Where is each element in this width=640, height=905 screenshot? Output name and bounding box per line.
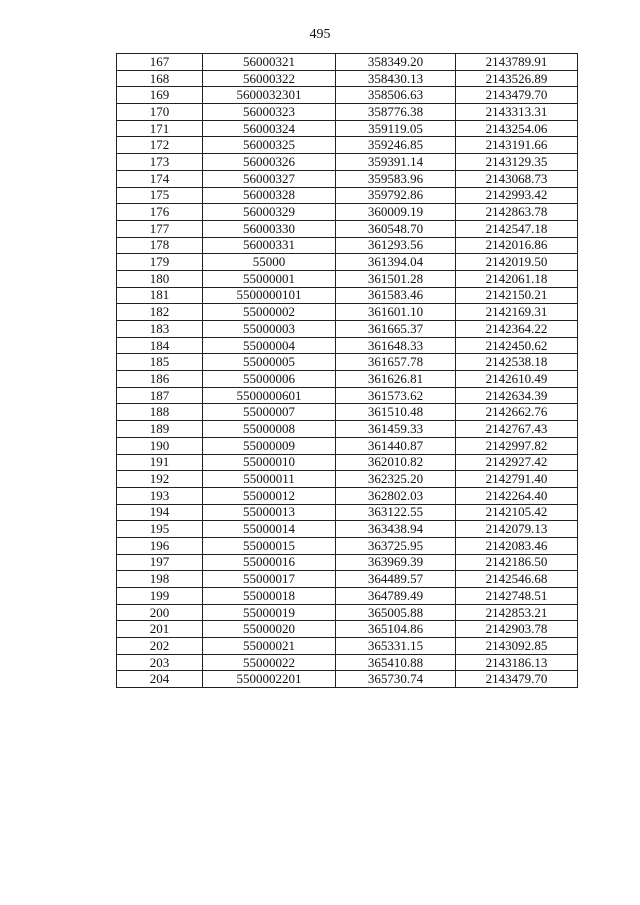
point-id-cell: 56000326 xyxy=(203,154,336,171)
x-coordinate-cell: 362010.82 xyxy=(336,454,456,471)
x-coordinate-cell: 358776.38 xyxy=(336,104,456,121)
point-id-cell: 55000016 xyxy=(203,554,336,571)
y-coordinate-cell: 2143789.91 xyxy=(456,54,578,71)
row-index-cell: 182 xyxy=(117,304,203,321)
coordinates-table-body xyxy=(117,54,578,688)
point-id-cell: 55000001 xyxy=(203,270,336,287)
y-coordinate-cell: 2142863.78 xyxy=(456,204,578,221)
point-id-cell: 55000011 xyxy=(203,471,336,488)
x-coordinate-cell: 363122.55 xyxy=(336,504,456,521)
table-row xyxy=(117,354,578,371)
point-id-cell: 56000323 xyxy=(203,104,336,121)
y-coordinate-cell: 2142079.13 xyxy=(456,521,578,538)
y-coordinate-cell: 2142061.18 xyxy=(456,270,578,287)
row-index-cell: 197 xyxy=(117,554,203,571)
y-coordinate-cell: 2142105.42 xyxy=(456,504,578,521)
point-id-cell: 55000015 xyxy=(203,537,336,554)
y-coordinate-cell: 2143068.73 xyxy=(456,170,578,187)
x-coordinate-cell: 365005.88 xyxy=(336,604,456,621)
row-index-cell: 170 xyxy=(117,104,203,121)
x-coordinate-cell: 364789.49 xyxy=(336,588,456,605)
table-row xyxy=(117,387,578,404)
y-coordinate-cell: 2143313.31 xyxy=(456,104,578,121)
y-coordinate-cell: 2142186.50 xyxy=(456,554,578,571)
point-id-cell: 55000007 xyxy=(203,404,336,421)
table-row xyxy=(117,671,578,688)
x-coordinate-cell: 365104.86 xyxy=(336,621,456,638)
table-row xyxy=(117,454,578,471)
row-index-cell: 189 xyxy=(117,421,203,438)
row-index-cell: 174 xyxy=(117,170,203,187)
x-coordinate-cell: 361648.33 xyxy=(336,337,456,354)
table-row xyxy=(117,204,578,221)
x-coordinate-cell: 361583.46 xyxy=(336,287,456,304)
table-row xyxy=(117,621,578,638)
point-id-cell: 55000002 xyxy=(203,304,336,321)
x-coordinate-cell: 360548.70 xyxy=(336,220,456,237)
point-id-cell: 55000022 xyxy=(203,654,336,671)
table-row xyxy=(117,437,578,454)
point-id-cell: 55000010 xyxy=(203,454,336,471)
table-row xyxy=(117,254,578,271)
y-coordinate-cell: 2142903.78 xyxy=(456,621,578,638)
y-coordinate-cell: 2142662.76 xyxy=(456,404,578,421)
y-coordinate-cell: 2142610.49 xyxy=(456,371,578,388)
point-id-cell: 56000322 xyxy=(203,70,336,87)
x-coordinate-cell: 361665.37 xyxy=(336,321,456,338)
row-index-cell: 176 xyxy=(117,204,203,221)
x-coordinate-cell: 365730.74 xyxy=(336,671,456,688)
x-coordinate-cell: 358506.63 xyxy=(336,87,456,104)
row-index-cell: 202 xyxy=(117,638,203,655)
x-coordinate-cell: 358430.13 xyxy=(336,70,456,87)
point-id-cell: 56000329 xyxy=(203,204,336,221)
row-index-cell: 184 xyxy=(117,337,203,354)
y-coordinate-cell: 2142634.39 xyxy=(456,387,578,404)
point-id-cell: 56000330 xyxy=(203,220,336,237)
point-id-cell: 56000328 xyxy=(203,187,336,204)
point-id-cell: 55000 xyxy=(203,254,336,271)
point-id-cell: 56000327 xyxy=(203,170,336,187)
table-row xyxy=(117,504,578,521)
table-row xyxy=(117,638,578,655)
point-id-cell: 55000014 xyxy=(203,521,336,538)
point-id-cell: 55000008 xyxy=(203,421,336,438)
table-row xyxy=(117,54,578,71)
row-index-cell: 187 xyxy=(117,387,203,404)
row-index-cell: 204 xyxy=(117,671,203,688)
y-coordinate-cell: 2142993.42 xyxy=(456,187,578,204)
y-coordinate-cell: 2142853.21 xyxy=(456,604,578,621)
table-row xyxy=(117,154,578,171)
x-coordinate-cell: 364489.57 xyxy=(336,571,456,588)
point-id-cell: 55000006 xyxy=(203,371,336,388)
y-coordinate-cell: 2143254.06 xyxy=(456,120,578,137)
table-row xyxy=(117,421,578,438)
x-coordinate-cell: 361601.10 xyxy=(336,304,456,321)
x-coordinate-cell: 361657.78 xyxy=(336,354,456,371)
row-index-cell: 201 xyxy=(117,621,203,638)
table-row xyxy=(117,70,578,87)
x-coordinate-cell: 361293.56 xyxy=(336,237,456,254)
row-index-cell: 200 xyxy=(117,604,203,621)
y-coordinate-cell: 2142538.18 xyxy=(456,354,578,371)
x-coordinate-cell: 362325.20 xyxy=(336,471,456,488)
row-index-cell: 169 xyxy=(117,87,203,104)
table-row xyxy=(117,487,578,504)
y-coordinate-cell: 2142547.18 xyxy=(456,220,578,237)
x-coordinate-cell: 361510.48 xyxy=(336,404,456,421)
point-id-cell: 56000331 xyxy=(203,237,336,254)
y-coordinate-cell: 2143526.89 xyxy=(456,70,578,87)
table-row xyxy=(117,654,578,671)
y-coordinate-cell: 2142791.40 xyxy=(456,471,578,488)
point-id-cell: 5500002201 xyxy=(203,671,336,688)
x-coordinate-cell: 365410.88 xyxy=(336,654,456,671)
x-coordinate-cell: 361394.04 xyxy=(336,254,456,271)
row-index-cell: 192 xyxy=(117,471,203,488)
x-coordinate-cell: 361573.62 xyxy=(336,387,456,404)
table-row xyxy=(117,537,578,554)
table-row xyxy=(117,170,578,187)
row-index-cell: 175 xyxy=(117,187,203,204)
table-row xyxy=(117,137,578,154)
y-coordinate-cell: 2142169.31 xyxy=(456,304,578,321)
row-index-cell: 193 xyxy=(117,487,203,504)
x-coordinate-cell: 363438.94 xyxy=(336,521,456,538)
point-id-cell: 55000021 xyxy=(203,638,336,655)
row-index-cell: 173 xyxy=(117,154,203,171)
row-index-cell: 191 xyxy=(117,454,203,471)
y-coordinate-cell: 2143479.70 xyxy=(456,87,578,104)
row-index-cell: 199 xyxy=(117,588,203,605)
row-index-cell: 181 xyxy=(117,287,203,304)
row-index-cell: 198 xyxy=(117,571,203,588)
x-coordinate-cell: 361626.81 xyxy=(336,371,456,388)
table-row xyxy=(117,287,578,304)
point-id-cell: 55000005 xyxy=(203,354,336,371)
x-coordinate-cell: 359119.05 xyxy=(336,120,456,137)
table-row xyxy=(117,187,578,204)
row-index-cell: 172 xyxy=(117,137,203,154)
row-index-cell: 168 xyxy=(117,70,203,87)
x-coordinate-cell: 359246.85 xyxy=(336,137,456,154)
table-row xyxy=(117,604,578,621)
x-coordinate-cell: 361440.87 xyxy=(336,437,456,454)
point-id-cell: 56000325 xyxy=(203,137,336,154)
table-row xyxy=(117,571,578,588)
x-coordinate-cell: 359792.86 xyxy=(336,187,456,204)
x-coordinate-cell: 365331.15 xyxy=(336,638,456,655)
point-id-cell: 55000003 xyxy=(203,321,336,338)
point-id-cell: 56000321 xyxy=(203,54,336,71)
x-coordinate-cell: 363969.39 xyxy=(336,554,456,571)
row-index-cell: 167 xyxy=(117,54,203,71)
y-coordinate-cell: 2142019.50 xyxy=(456,254,578,271)
row-index-cell: 178 xyxy=(117,237,203,254)
y-coordinate-cell: 2142997.82 xyxy=(456,437,578,454)
y-coordinate-cell: 2143186.13 xyxy=(456,654,578,671)
y-coordinate-cell: 2143092.85 xyxy=(456,638,578,655)
table-row xyxy=(117,471,578,488)
point-id-cell: 55000017 xyxy=(203,571,336,588)
y-coordinate-cell: 2143129.35 xyxy=(456,154,578,171)
row-index-cell: 180 xyxy=(117,270,203,287)
page-number: 495 xyxy=(309,27,331,42)
table-row xyxy=(117,321,578,338)
table-row xyxy=(117,588,578,605)
x-coordinate-cell: 359583.96 xyxy=(336,170,456,187)
row-index-cell: 171 xyxy=(117,120,203,137)
table-row xyxy=(117,554,578,571)
y-coordinate-cell: 2142264.40 xyxy=(456,487,578,504)
point-id-cell: 5600032301 xyxy=(203,87,336,104)
x-coordinate-cell: 363725.95 xyxy=(336,537,456,554)
table-row xyxy=(117,337,578,354)
y-coordinate-cell: 2142546.68 xyxy=(456,571,578,588)
x-coordinate-cell: 362802.03 xyxy=(336,487,456,504)
y-coordinate-cell: 2142927.42 xyxy=(456,454,578,471)
y-coordinate-cell: 2142748.51 xyxy=(456,588,578,605)
y-coordinate-cell: 2142767.43 xyxy=(456,421,578,438)
y-coordinate-cell: 2142450.62 xyxy=(456,337,578,354)
point-id-cell: 55000012 xyxy=(203,487,336,504)
table-row xyxy=(117,120,578,137)
point-id-cell: 55000019 xyxy=(203,604,336,621)
table-row xyxy=(117,104,578,121)
point-id-cell: 55000018 xyxy=(203,588,336,605)
y-coordinate-cell: 2143191.66 xyxy=(456,137,578,154)
x-coordinate-cell: 360009.19 xyxy=(336,204,456,221)
y-coordinate-cell: 2142364.22 xyxy=(456,321,578,338)
row-index-cell: 179 xyxy=(117,254,203,271)
coordinates-table xyxy=(116,53,578,688)
y-coordinate-cell: 2142083.46 xyxy=(456,537,578,554)
row-index-cell: 186 xyxy=(117,371,203,388)
x-coordinate-cell: 361501.28 xyxy=(336,270,456,287)
row-index-cell: 203 xyxy=(117,654,203,671)
point-id-cell: 5500000101 xyxy=(203,287,336,304)
x-coordinate-cell: 358349.20 xyxy=(336,54,456,71)
y-coordinate-cell: 2142150.21 xyxy=(456,287,578,304)
point-id-cell: 55000013 xyxy=(203,504,336,521)
point-id-cell: 55000009 xyxy=(203,437,336,454)
table-row xyxy=(117,220,578,237)
point-id-cell: 56000324 xyxy=(203,120,336,137)
row-index-cell: 196 xyxy=(117,537,203,554)
point-id-cell: 55000020 xyxy=(203,621,336,638)
y-coordinate-cell: 2143479.70 xyxy=(456,671,578,688)
table-row xyxy=(117,304,578,321)
table-row xyxy=(117,270,578,287)
table-row xyxy=(117,404,578,421)
x-coordinate-cell: 361459.33 xyxy=(336,421,456,438)
row-index-cell: 177 xyxy=(117,220,203,237)
table-row xyxy=(117,237,578,254)
row-index-cell: 190 xyxy=(117,437,203,454)
x-coordinate-cell: 359391.14 xyxy=(336,154,456,171)
row-index-cell: 194 xyxy=(117,504,203,521)
row-index-cell: 185 xyxy=(117,354,203,371)
row-index-cell: 183 xyxy=(117,321,203,338)
y-coordinate-cell: 2142016.86 xyxy=(456,237,578,254)
table-row xyxy=(117,521,578,538)
row-index-cell: 188 xyxy=(117,404,203,421)
row-index-cell: 195 xyxy=(117,521,203,538)
table-row xyxy=(117,87,578,104)
point-id-cell: 5500000601 xyxy=(203,387,336,404)
point-id-cell: 55000004 xyxy=(203,337,336,354)
table-row xyxy=(117,371,578,388)
